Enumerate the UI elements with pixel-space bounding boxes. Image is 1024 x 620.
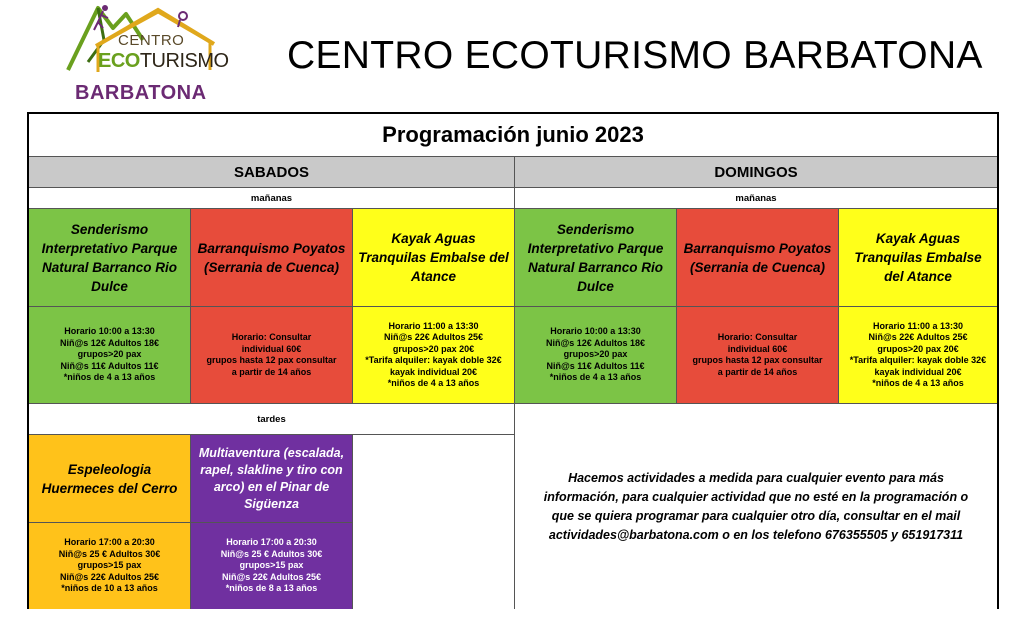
sun-activity-3-title: Kayak Aguas Tranquilas Embalse del Atance — [854, 231, 982, 284]
sun-activity-1-title: Senderismo Interpretativo Parque Natural Barranco Rio Dulce — [527, 221, 664, 294]
logo-line-barbatona: BARBATONA — [75, 82, 207, 104]
month-title: Programación junio 2023 — [382, 122, 644, 147]
logo-turismo-part: TURISMO — [139, 50, 229, 72]
saturday-header — [29, 157, 515, 188]
sat-activity-1-info: Horario 10:00 a 13:30 Niñ@s 12€ Adultos 18€ grupos>20 pax Niñ@s 11€ Adultos 11€ *niños de 4 a 13 años — [60, 326, 159, 383]
schedule-table — [27, 112, 999, 609]
sun-activity-2-info: Horario: Consultar individual 60€ grupos hasta 12 pax consultar a partir de 14 años — [692, 332, 823, 377]
sat-afternoon-1-info: Horario 17:00 a 20:30 Niñ@s 25 € Adultos 30€ grupos>15 pax Niñ@s 22€ Adultos 25€ *niños de 10 a 13 años — [58, 537, 161, 594]
sat-activity-3-info: Horario 11:00 a 13:30 Niñ@s 22€ Adultos 25€ grupos>20 pax 20€ *Tarifa alquiler: kayak doble 32€ kayak individual 20€ *niños de 4 a 13 años — [365, 320, 502, 388]
sat-afternoon-1-title: Espeleologia Huermeces del Cerro — [41, 461, 178, 496]
logo-eco-part: ECO — [98, 50, 140, 72]
custom-activities-note-cell — [515, 404, 997, 609]
sat-afternoon-1-title-cell — [29, 435, 191, 523]
sun-activity-2-title-cell — [677, 209, 839, 307]
sunday-label: DOMINGOS — [714, 163, 798, 181]
logo-line-ecoturismo — [98, 50, 229, 73]
sat-activity-3-info-cell — [353, 307, 515, 404]
sun-activity-1-info: Horario 10:00 a 13:30 Niñ@s 12€ Adultos 18€ grupos>20 pax Niñ@s 11€ Adultos 11€ *niños de 4 a 13 años — [546, 326, 645, 383]
sun-activity-1-info-cell — [515, 307, 677, 404]
saturday-morning-subheader — [29, 188, 515, 209]
saturday-morning-label: mañanas — [250, 192, 293, 204]
sun-activity-1-title-cell — [515, 209, 677, 307]
saturday-label: SABADOS — [233, 163, 309, 181]
sunday-header — [515, 157, 997, 188]
month-title-cell — [29, 114, 997, 157]
sun-activity-3-info-cell — [839, 307, 997, 404]
page-title: CENTRO ECOTURISMO BARBATONA — [287, 34, 983, 77]
sat-afternoon-2-info-cell — [191, 523, 353, 609]
sat-activity-2-title-cell — [191, 209, 353, 307]
sat-afternoon-2-info: Horario 17:00 a 20:30 Niñ@s 25 € Adultos 30€ grupos>15 pax Niñ@s 22€ Adultos 25€ *niños de 8 a 13 años — [220, 537, 323, 594]
custom-activities-note: Hacemos actividades a medida para cualquier evento para más información, para cualquier actividad que no esté en la programación o que se quiera programar para cualquier otro día, consultar en el mail actividades@barbatona.com o en los telefono 676355505 y 651917311 — [543, 470, 969, 542]
sat-afternoon-2-title-cell — [191, 435, 353, 523]
sun-activity-2-info-cell — [677, 307, 839, 404]
saturday-afternoon-label: tardes — [257, 413, 286, 425]
sat-activity-1-title-cell — [29, 209, 191, 307]
sat-activity-2-title: Barranquismo Poyatos (Serrania de Cuenca) — [197, 240, 346, 275]
logo-line-centro: CENTRO — [118, 32, 185, 49]
sunday-morning-label: mañanas — [735, 192, 777, 204]
logo — [58, 0, 229, 108]
sat-activity-2-info: Horario: Consultar individual 60€ grupos hasta 12 pax consultar a partir de 14 años — [206, 332, 337, 377]
sat-activity-1-info-cell — [29, 307, 191, 404]
sun-activity-3-title-cell — [839, 209, 997, 307]
sunday-morning-subheader — [515, 188, 997, 209]
sun-activity-3-info: Horario 11:00 a 13:30 Niñ@s 22€ Adultos 25€ grupos>20 pax 20€ *Tarifa alquiler: kayak doble 32€ kayak individual 20€ *niños de 4 a 13 años — [849, 320, 987, 388]
sat-activity-1-title: Senderismo Interpretativo Parque Natural Barranco Rio Dulce — [41, 221, 178, 294]
sat-activity-3-title-cell — [353, 209, 515, 307]
sat-activity-2-info-cell — [191, 307, 353, 404]
sat-afternoon-2-title: Multiaventura (escalada, rapel, slakline y tiro con arco) en el Pinar de Sigüenza — [198, 445, 345, 511]
sun-activity-2-title: Barranquismo Poyatos (Serrania de Cuenca) — [683, 240, 832, 275]
sat-activity-3-title: Kayak Aguas Tranquilas Embalse del Atance — [358, 231, 509, 284]
sat-afternoon-empty-cell — [353, 435, 515, 609]
saturday-afternoon-subheader — [29, 404, 515, 435]
sat-afternoon-1-info-cell — [29, 523, 191, 609]
